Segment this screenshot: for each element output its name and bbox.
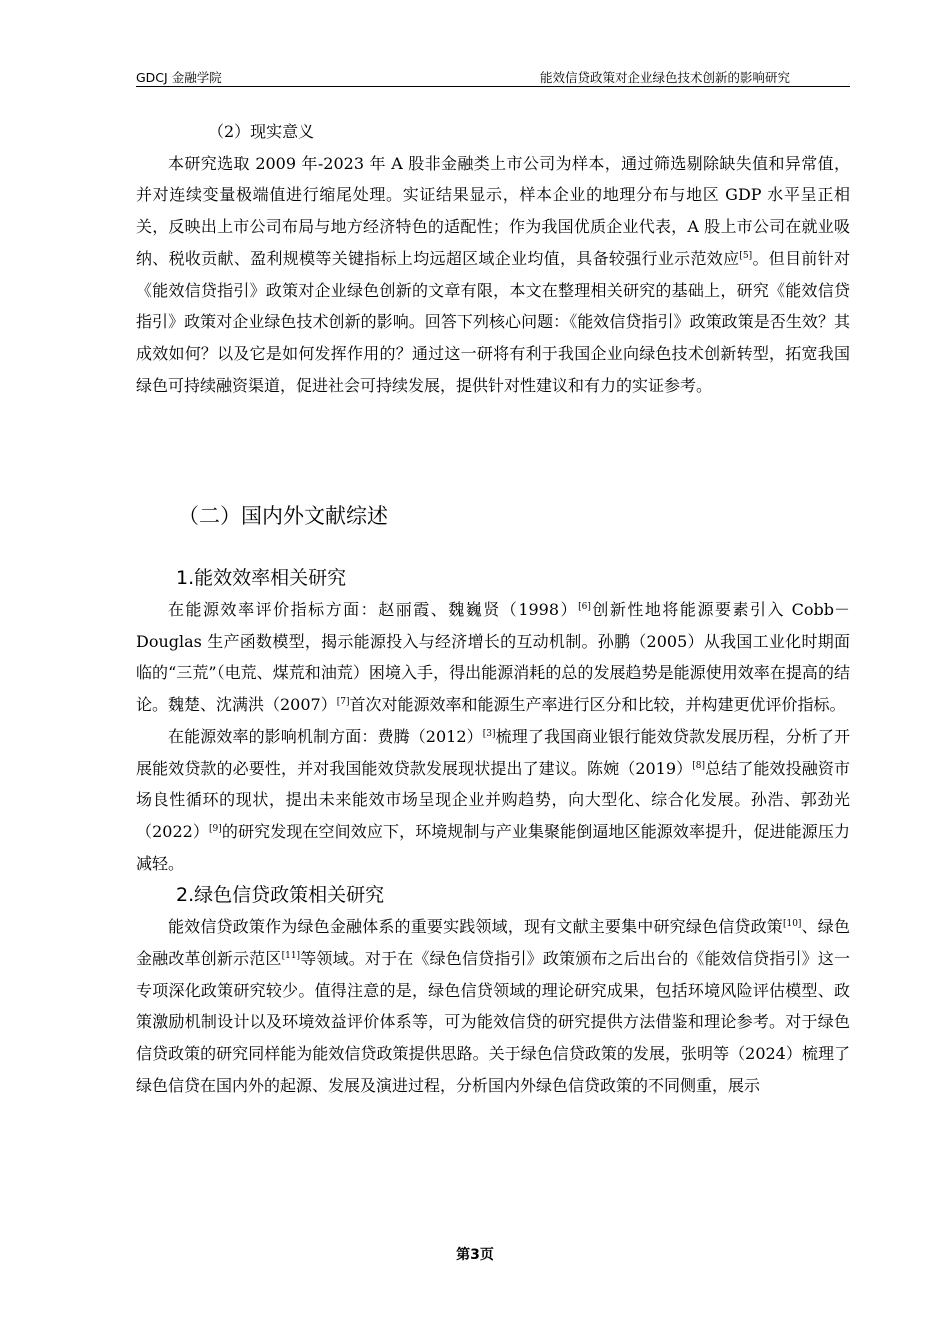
para-text: 能效信贷政策作为绿色金融体系的重要实践领域，现有文献主要集中研究绿色信贷政策 (168, 917, 783, 937)
para-text: 、绿色金融改革创新示范区 (136, 917, 850, 969)
section-title-literature-review: （二）国内外文献综述 (178, 504, 388, 528)
section-practical-significance (136, 116, 850, 401)
citation-ref: [3] (482, 728, 496, 739)
paragraph-energy-efficiency-indicators (136, 594, 850, 721)
para-text: 创新性地将能源要素引入 Cobb－Douglas 生产函数模型，揭示能源投入与经济增长的互动机制。孙鹏（2005）从我国工业化时期面临的“三荒”（电荒、煤荒和油荒）困境入手，得出能源消耗的总的发展趋势是能源使用效率在提高的结论。魏楚、沈满洪（2007） (136, 600, 850, 715)
page-header (136, 68, 850, 87)
paragraph-green-credit-policy (136, 911, 850, 1101)
subsection-title-green-credit: 2.绿色信贷政策相关研究 (176, 884, 385, 907)
para-text: 等领域。对于在《绿色信贷指引》政策颁布之后出台的《能效信贷指引》这一专项深化政策研究较少。值得注意的是，绿色信贷领域的理论研究成果，包括环境风险评估模型、政策激励机制设计以及环境效益评价体系等，可为能效信贷的研究提供方法借鉴和理论参考。对于绿色信贷政策的研究同样能为能效信贷政策提供思路。关于绿色信贷政策的发展，张明等（2024）梳理了绿色信贷在国内外的起源、发展及演进过程，分析国内外绿色信贷政策的不同侧重，展示 (136, 949, 850, 1095)
subsection-title-energy-efficiency: 1.能效效率相关研究 (176, 567, 347, 589)
citation-ref: [8] (692, 760, 706, 771)
page-number: 第3页 (456, 1247, 494, 1263)
paragraph-practical-significance (136, 148, 850, 402)
header-paper-title: 能效信贷政策对企业绿色技术创新的影响研究 (539, 70, 790, 85)
para-text: 。但目前针对《能效信贷指引》政策对企业绿色创新的文章有限，本文在整理相关研究的基础上，研究《能效信贷指引》政策对企业绿色技术创新的影响。回答下列核心问题：《能效信贷指引》政策政策是否生效？其成效如何？以及它是如何发挥作用的？通过这一研将有利于我国企业向绿色技术创新转型，拓宽我国绿色可持续融资渠道，促进社会可持续发展，提供针对性建议和有力的实证参考。 (136, 248, 850, 395)
citation-ref: [7] (336, 697, 350, 708)
para-text: 梳理了我国商业银行能效贷款发展历程，分析了开展能效贷款的必要性，并对我国能效贷款发展现状提出了建议。陈婉（2019） (136, 726, 850, 778)
citation-ref: [9] (209, 823, 222, 834)
citation-ref: [10] (782, 919, 802, 930)
para-text: 首次对能源效率和能源生产率进行区分和比较，并构建更优评价指标。 (349, 695, 846, 715)
citation-ref: [6] (578, 602, 591, 612)
paragraph-energy-efficiency-mechanism (136, 721, 850, 880)
header-institution: GDCJ 金融学院 (136, 70, 222, 85)
citation-ref: [11] (281, 951, 301, 962)
para-text: 本研究选取 2009 年-2023 年 A 股非金融类上市公司为样本，通过筛选剔除缺失值和异常值，并对连续变量极端值进行缩尾处理。实证结果显示，样本企业的地理分布与地区 GDP 水平呈正相关，反映出上市公司布局与地方经济特色的适配性；作为我国优质企业代表，A 股上市公司在就业吸纳、税收贡献、盈利规模等关键指标上均远超区域企业均值，具备较强行业示范效应 (136, 153, 850, 268)
subheading-practical-significance: （2）现实意义 (208, 122, 315, 141)
para-text: 的研究发现在空间效应下，环境规制与产业集聚能倒逼地区能源效率提升，促进能源压力减轻。 (136, 821, 850, 873)
para-text: 在能源效率的影响机制方面：费腾（2012） (168, 726, 483, 746)
citation-ref: [5] (739, 250, 753, 261)
para-text: 在能源效率评价指标方面：赵丽霞、魏巍贤（1998） (168, 600, 579, 619)
para-text: 总结了能效投融资市场良性循环的现状，提出未来能效市场呈现企业并购趋势，向大型化、综合化发展。孙浩、郭劲光（2022） (136, 758, 850, 841)
literature-review-body (136, 562, 850, 1102)
